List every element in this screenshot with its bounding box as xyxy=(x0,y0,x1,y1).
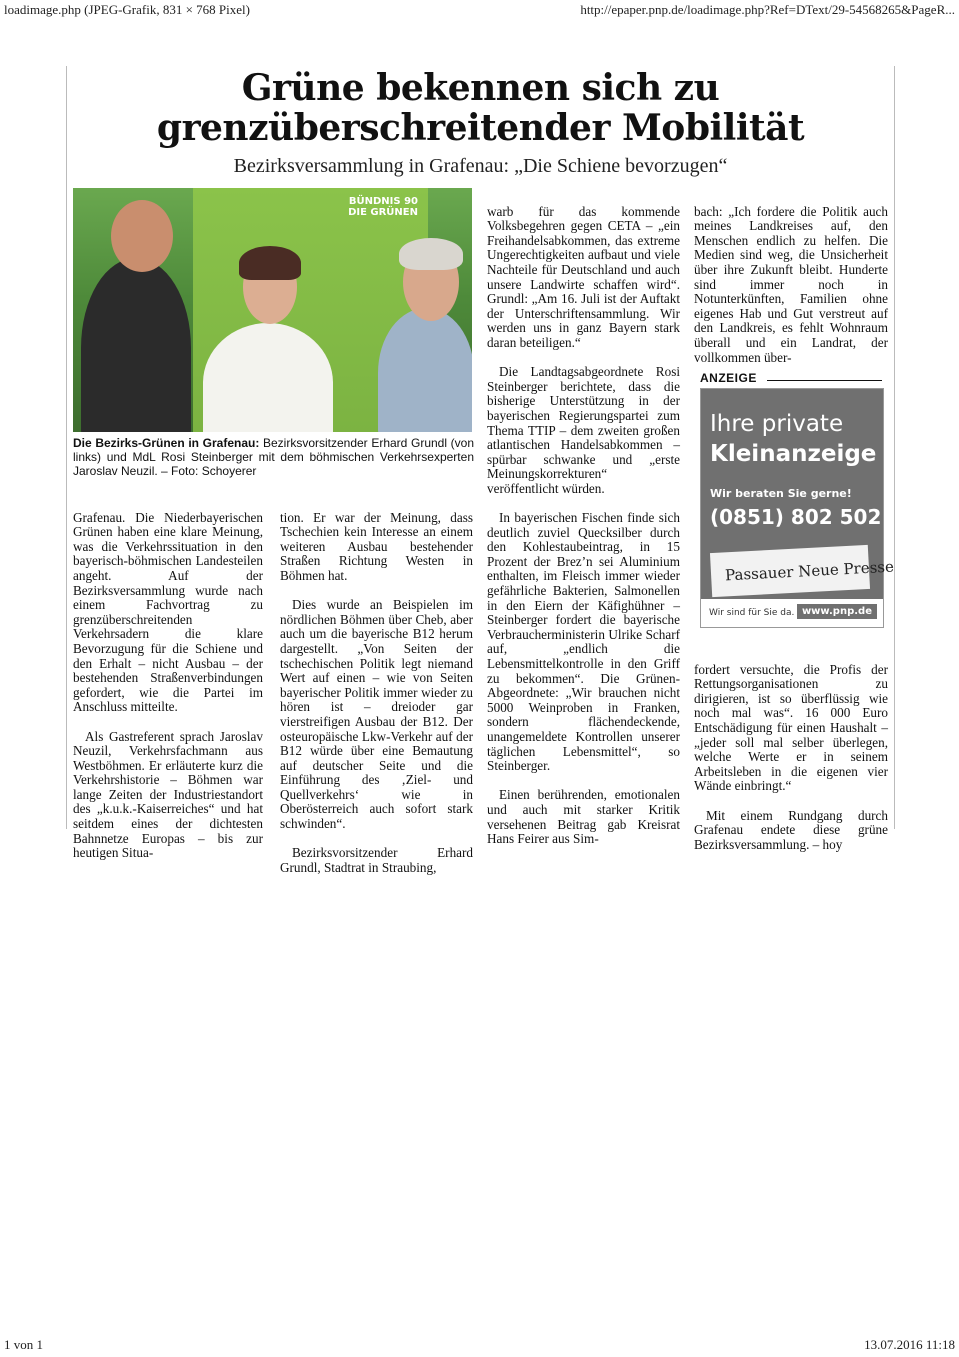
photo-caption xyxy=(73,436,474,478)
headline-line-1: Grüne bekennen sich zu xyxy=(241,67,720,109)
person-left xyxy=(81,258,191,432)
ad-website-link[interactable]: www.pnp.de xyxy=(797,604,877,619)
article-column-4-top xyxy=(694,190,888,380)
ad-title-line-2: Kleinanzeige xyxy=(710,441,877,467)
classified-ad-box[interactable] xyxy=(700,388,895,628)
article-subheadline: Bezirksversammlung in Grafenau: „Die Schiene bevorzugen“ xyxy=(233,155,728,177)
article-photo xyxy=(73,188,472,432)
article-headline xyxy=(66,68,895,148)
ad-phone-number: (0851) 802 502 xyxy=(710,505,882,529)
clip-right-border xyxy=(894,66,895,829)
caption-text: Bezirksvorsitzender Erhard Grundl (von links) und MdL Rosi Steinberger mit dem böhmischen Verkehrsexperten Jaroslav Neuzil. – Foto: Schoyerer xyxy=(73,436,475,478)
article-column-2 xyxy=(280,496,473,890)
person-right-hair xyxy=(399,238,463,270)
banner-text: BÜNDNIS 90 DIE GRÜNEN xyxy=(348,196,418,218)
paragraph: Mit einem Rundgang durch Grafenau endete diese grüne Bezirksversammlung. – hoy xyxy=(694,807,888,852)
paragraph: Einen berührenden, emotionalen und auch mit starker Kritik versehenen Beitrag gab Kreisrat Hans Feirer aus Sim- xyxy=(487,787,680,847)
person-middle xyxy=(203,323,333,432)
person-left-head xyxy=(111,200,173,272)
paragraph: Dies wurde an Beispielen im nördlichen Böhmen über Cheb, aber auch um die bayerische B12 herum dargestellt. „Von Seiten der tschechischen Politik legt niemand Wert auf einen – wie von Seiten bayerischer Politik immer wieder zu hören ist – dreioder gar vierstreifigen Ausbau der B12. Der osteuropäische Lkw-Verkehr auf der B12 würde über eine Bemautung auf deutscher Seite und die Einführung des ‚Ziel- und Quellverkehrs‘ wie in Oberösterreich auch sofort stark schwinden“. xyxy=(280,597,473,832)
browser-page-title: loadimage.php (JPEG-Grafik, 831 × 768 Pixel) xyxy=(4,2,250,17)
paragraph: Die Landtagsabgeordnete Rosi Steinberger berichtete, dass die bisherige Unterstützung in der bayerischen Regierungspartei zum Thema TTIP – dem zweiten großen atlantischen Handelsabkommen – spürbar schwanke und „erste Meinungskorrekturen“ veröffentlicht würden. xyxy=(487,364,680,496)
page-indicator: 1 von 1 xyxy=(4,1337,43,1352)
headline-line-2: grenzüberschreitender Mobilität xyxy=(156,107,805,149)
paragraph: bach: „Ich fordere die Politik auch meines Landkreises auf, den Menschen endlich zu helfen. Die Medien sind weg, die Unsicherheit über ihre Zukunft bleibt. Hunderte sind immer noch in Notunterkünften, Familien ohne eigenes Hab und Gut verstreut auf den Landkreis, es fehlt Wohnraum überall und ein Landrat, der vollkommen über- xyxy=(694,203,888,365)
paragraph: fordert versuchte, die Profis der Rettungsorganisationen zu dirigieren, ist so überflüssig wie noch mal was“. 16 000 Euro Entschädigung für einen Haushalt – „jeder soll mal selber überlegen, welche Werte er in seinem Arbeitsleben in die eigenen vier Wände einbringt.“ xyxy=(694,661,888,794)
newspaper-clipping xyxy=(66,66,895,875)
article-column-1 xyxy=(73,496,263,875)
newspaper-logo: Passauer Neue Presse xyxy=(724,557,895,585)
newspaper-icon xyxy=(710,545,895,597)
article-column-3 xyxy=(487,190,680,861)
browser-page-url: http://epaper.pnp.de/loadimage.php?Ref=DText/29-54568265&PageR... xyxy=(580,2,955,17)
ad-label: ANZEIGE xyxy=(700,371,757,385)
paragraph: In bayerischen Fischen finde sich deutlich zuviel Quecksilber durch den Kohlestaubeintrag, in 15 Prozent der Brez’n sei Aluminium enthalten, im Fleisch immer wieder gefährliche Bakterien, Salmonellen in den Eiern der Käfighühner – Steinberger fordert die bayerische Verbraucherministerin Ulrike Scharf auf, „endlich die Lebensmittelkontrolle in den Griff zu bekommen“. Die Grünen-Abgeordnete: „Wir brauchen nicht 5000 Weinproben in Franken, sondern flächendeckende, unangemeldete Kontrollen unserer täglichen Lebensmittel“, so Steinberger. xyxy=(487,510,680,774)
ad-footer xyxy=(701,599,883,627)
ad-rule xyxy=(767,380,882,381)
paragraph: warb für das kommende Volksbegehren gegen CETA – „ein Freihandelsabkommen, das extreme Ungerechtigkeiten aufbaut und viele Nachteile für Deutschland und auch unsere Landwirte schaffen wird“. Grundl: „Am 16. Juli ist der Auftakt der Unterschriftensammlung. Wir werden uns in ganz Bayern stark daran beteiligen.“ xyxy=(487,203,680,350)
paragraph: Als Gastreferent sprach Jaroslav Neuzil, Verkehrsfachmann aus Westböhmen. Er erläuterte kurz die Verkehrshistorie – Böhmen war lange Zeiten der Industriestandort des „k.u.k.-Kaiserreiches“ und hat seitdem eines der dichtesten Bahnnetze Europas – bis zur heutigen Situa- xyxy=(73,728,263,861)
person-right xyxy=(378,308,472,432)
person-middle-hair xyxy=(239,246,301,280)
paragraph: Bezirksvorsitzender Erhard Grundl, Stadtrat in Straubing, xyxy=(280,845,473,875)
ad-tagline: Wir beraten Sie gerne! xyxy=(710,487,852,500)
ad-title-line-1: Ihre private xyxy=(710,411,844,437)
ad-footer-text: Wir sind für Sie da. xyxy=(709,608,795,618)
clip-left-border xyxy=(66,66,67,829)
article-column-4-bottom xyxy=(694,648,888,867)
paragraph: tion. Er war der Meinung, dass Tschechien kein Interesse an einem weiteren Ausbau bestehender Straßen Richtung Westen in Böhmen hat. xyxy=(280,509,473,583)
print-timestamp: 13.07.2016 11:18 xyxy=(864,1337,955,1352)
caption-lead: Die Bezirks-Grünen in Grafenau: xyxy=(73,436,260,450)
paragraph: Grafenau. Die Niederbayerischen Grünen haben eine klare Meinung, was die Verkehrssituation in den bayerisch-böhmischen Landesteilen angeht. Auf der Bezirksversammlung wurde nach einem Fachvortrag zu grenzüberschreitenden Verkehrsadern die klare Bevorzugung für die Schiene und den Erhalt – nicht Ausbau – der bestehenden Straßenverbindungen gefordert, wie die Partei im Anschluss mitteilte. xyxy=(73,509,263,715)
